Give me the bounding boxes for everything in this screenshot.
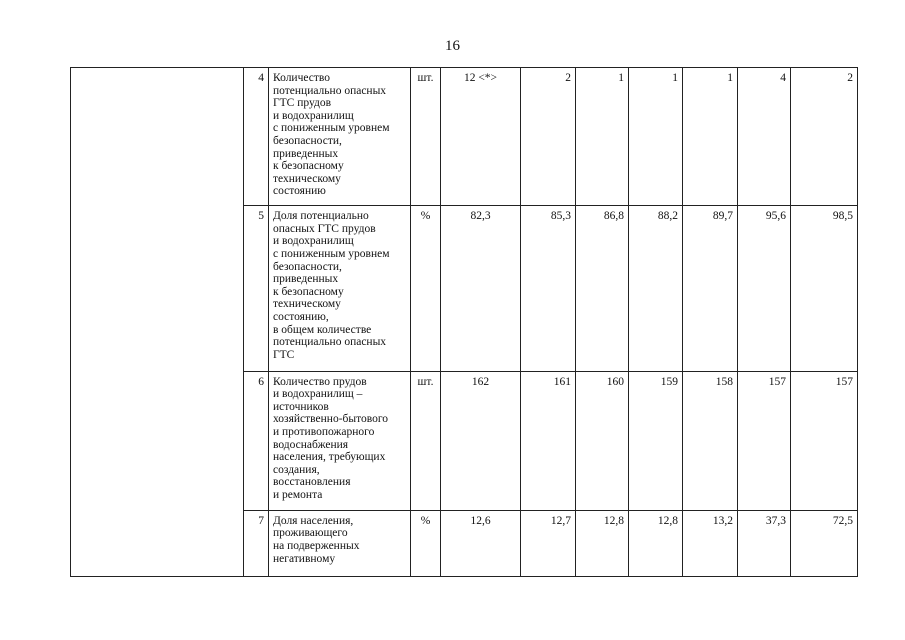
- indicator-value-year-1: 12,6: [441, 510, 521, 576]
- indicator-name-line: безопасности,: [273, 260, 342, 273]
- indicator-name-line: и ремонта: [273, 488, 323, 501]
- indicator-name-line: источников: [273, 400, 329, 413]
- indicator-name-line: Количество: [273, 72, 330, 84]
- indicators-table: [70, 67, 858, 577]
- indicator-value-year-4: 12,8: [629, 510, 683, 576]
- indicator-name-line: опасных ГТС прудов: [273, 222, 376, 235]
- indicator-value-year-4: 1: [629, 68, 683, 206]
- indicator-value-year-4: 159: [629, 371, 683, 510]
- indicator-value-year-7: 72,5: [791, 510, 858, 576]
- indicator-name-line: с пониженным уровнем: [273, 248, 390, 261]
- indicator-name-line: Количество прудов: [273, 375, 367, 388]
- indicator-value-year-2: 85,3: [521, 206, 576, 371]
- indicator-value-year-1: 12 <*>: [441, 68, 521, 206]
- indicator-value-year-3: 160: [576, 371, 629, 510]
- indicator-name-line: приведенных: [273, 273, 339, 286]
- indicator-value-year-2: 2: [521, 68, 576, 206]
- indicator-name-line: к безопасному: [273, 160, 344, 173]
- indicator-value-year-1: 82,3: [441, 206, 521, 371]
- indicator-value-year-5: 158: [683, 371, 738, 510]
- unit-of-measure: %: [411, 510, 441, 576]
- indicator-value-year-1: 162: [441, 371, 521, 510]
- indicator-value-year-6: 4: [738, 68, 791, 206]
- indicator-name-line: населения, требующих: [273, 451, 386, 464]
- indicator-name-line: потенциально опасных: [273, 84, 387, 97]
- row-number: 7: [244, 510, 269, 576]
- indicator-name-line: техническому: [273, 172, 341, 185]
- indicator-value-year-6: 37,3: [738, 510, 791, 576]
- indicator-value-year-2: 12,7: [521, 510, 576, 576]
- indicator-name: [269, 510, 411, 576]
- program-cell-empty: [71, 68, 244, 577]
- indicator-name-line: и водохранилищ –: [273, 388, 363, 401]
- indicator-name: [269, 371, 411, 510]
- indicator-value-year-4: 88,2: [629, 206, 683, 371]
- indicator-name: [269, 68, 411, 206]
- unit-of-measure: шт.: [411, 68, 441, 206]
- indicator-name-line: восстановления: [273, 476, 351, 489]
- indicator-value-year-7: 98,5: [791, 206, 858, 371]
- indicator-value-year-3: 1: [576, 68, 629, 206]
- indicator-name-line: техническому: [273, 298, 341, 311]
- indicator-name-line: и противопожарного: [273, 425, 375, 438]
- indicator-name-line: Доля потенциально: [273, 210, 369, 223]
- indicator-name-line: водоснабжения: [273, 438, 349, 451]
- indicator-name-line: Доля населения,: [273, 514, 354, 527]
- indicator-value-year-6: 157: [738, 371, 791, 510]
- row-number: 5: [244, 206, 269, 371]
- table-row: [71, 68, 858, 206]
- indicator-name-line: негативному: [273, 552, 336, 565]
- indicator-value-year-7: 157: [791, 371, 858, 510]
- indicator-value-year-3: 12,8: [576, 510, 629, 576]
- indicator-name-line: и водохранилищ: [273, 235, 354, 248]
- row-number: 4: [244, 68, 269, 206]
- indicator-name-line: потенциально опасных: [273, 336, 387, 349]
- page-number: 16: [445, 38, 460, 54]
- indicator-value-year-3: 86,8: [576, 206, 629, 371]
- indicator-value-year-5: 89,7: [683, 206, 738, 371]
- indicator-name-line: проживающего: [273, 527, 348, 540]
- indicator-name: [269, 206, 411, 371]
- indicator-name-line: хозяйственно-бытового: [273, 413, 389, 426]
- indicator-value-year-7: 2: [791, 68, 858, 206]
- indicator-name-line: в общем количестве: [273, 323, 372, 336]
- unit-of-measure: %: [411, 206, 441, 371]
- indicator-name-line: с пониженным уровнем: [273, 122, 390, 135]
- row-number: 6: [244, 371, 269, 510]
- unit-of-measure: шт.: [411, 371, 441, 510]
- indicator-name-line: и водохранилищ: [273, 109, 354, 122]
- indicator-name-line: приведенных: [273, 147, 339, 160]
- indicator-name-line: состоянию,: [273, 311, 329, 324]
- indicator-value-year-5: 13,2: [683, 510, 738, 576]
- indicator-name-line: к безопасному: [273, 285, 344, 298]
- indicator-name-line: безопасности,: [273, 134, 342, 147]
- indicator-value-year-6: 95,6: [738, 206, 791, 371]
- indicator-name-line: состоянию: [273, 185, 326, 198]
- indicator-name-line: создания,: [273, 463, 320, 476]
- indicator-name-line: ГТС прудов: [273, 97, 332, 110]
- indicator-value-year-5: 1: [683, 68, 738, 206]
- indicator-name-line: на подверженных: [273, 540, 360, 553]
- indicator-name-line: ГТС: [273, 348, 295, 361]
- indicator-value-year-2: 161: [521, 371, 576, 510]
